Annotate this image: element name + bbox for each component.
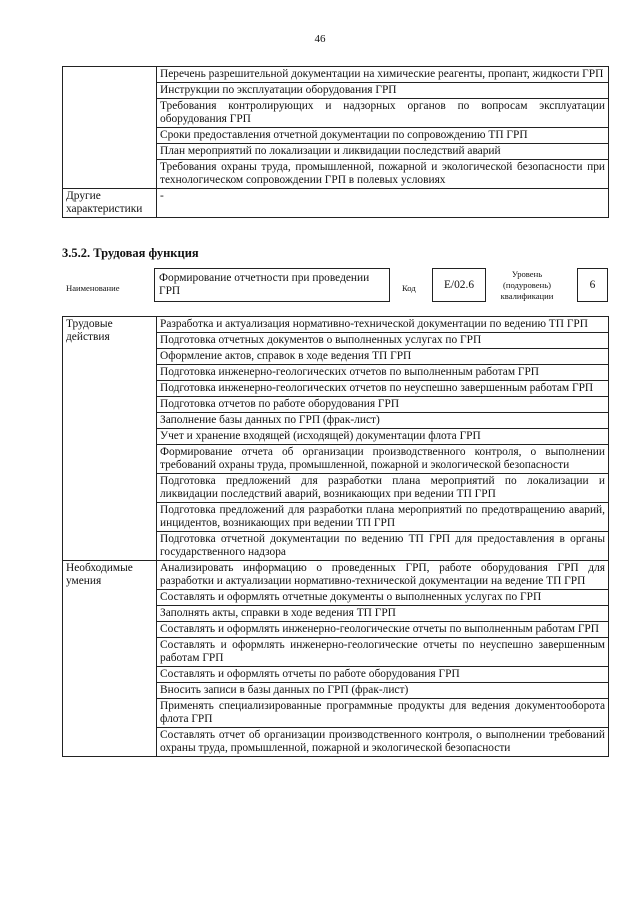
name-value: Формирование отчетности при проведении ГРП: [154, 268, 390, 302]
labor-function-table: [62, 316, 609, 757]
level-value: 6: [577, 268, 608, 302]
required-skill-item: Вносить записи в базы данных по ГРП (фрак-лист): [157, 683, 609, 699]
page-number: 46: [314, 33, 326, 45]
labor-action-item: Подготовка отчетных документов о выполненных услугах по ГРП: [157, 333, 609, 349]
table-cell: -: [157, 189, 609, 218]
labor-function-header: [62, 268, 608, 308]
table-cell: Требования охраны труда, промышленной, пожарной и экологической безопасности при технологическом сопровождении ГРП в полевых условиях: [157, 160, 609, 189]
row-label: Другие характеристики: [63, 189, 157, 218]
labor-action-item: Разработка и актуализация нормативно-технической документации по ведению ТП ГРП: [157, 317, 609, 333]
labor-action-item: Подготовка предложений для разработки плана мероприятий по предотвращению аварий, инцидентов, возникающих при ведении ТП ГРП: [157, 503, 609, 532]
level-label: Уровень (подуровень) квалификации: [500, 269, 554, 301]
table-row: [63, 67, 609, 83]
table-row: [63, 317, 609, 333]
table-cell: Перечень разрешительной документации на химические реагенты, пропант, жидкости ГРП: [157, 67, 609, 83]
required-skill-item: Составлять отчет об организации производственного контроля, о выполнении требований охраны труда, промышленной, пожарной и экологической безопасности: [157, 728, 609, 757]
labor-action-item: Подготовка предложений для разработки плана мероприятий по локализации и ликвидации последствий аварий, возникающих при ведении ТП ГРП: [157, 474, 609, 503]
required-skill-item: Заполнять акты, справки в ходе ведения ТП ГРП: [157, 606, 609, 622]
table-cell: Требования контролирующих и надзорных органов по вопросам эксплуатации оборудования ГРП: [157, 99, 609, 128]
required-skill-item: Составлять и оформлять отчетные документы о выполненных услугах по ГРП: [157, 590, 609, 606]
table-row: [63, 561, 609, 590]
required-skill-item: Составлять и оформлять инженерно-геологические отчеты по неуспешно завершенным работам ГРП: [157, 638, 609, 667]
table-cell: Инструкции по эксплуатации оборудования ГРП: [157, 83, 609, 99]
labor-action-label: Трудовые действия: [63, 317, 157, 561]
required-skill-item: Составлять и оформлять отчеты по работе оборудования ГРП: [157, 667, 609, 683]
code-value: E/02.6: [432, 268, 486, 302]
table-cell: Сроки предоставления отчетной документации по сопровождению ТП ГРП: [157, 128, 609, 144]
labor-action-item: Формирование отчета об организации производственного контроля, о выполнении требований охраны труда, промышленной, пожарной и экологической безопасности: [157, 445, 609, 474]
code-label: Код: [402, 283, 416, 293]
table-row: [63, 189, 609, 218]
required-skill-label: Необходимые умения: [63, 561, 157, 757]
section-heading: 3.5.2. Трудовая функция: [62, 246, 199, 260]
labor-action-item: Учет и хранение входящей (исходящей) документации флота ГРП: [157, 429, 609, 445]
labor-action-item: Подготовка отчетов по работе оборудования ГРП: [157, 397, 609, 413]
required-skill-item: Анализировать информацию о проведенных ГРП, работе оборудования ГРП для разработки и актуализации нормативно-технической документации на ведение ТП ГРП: [157, 561, 609, 590]
name-label: Наименование: [66, 283, 120, 293]
required-skill-item: Составлять и оформлять инженерно-геологические отчеты по выполненным работам ГРП: [157, 622, 609, 638]
table-cell: План мероприятий по локализации и ликвидации последствий аварий: [157, 144, 609, 160]
labor-action-item: Подготовка инженерно-геологических отчетов по неуспешно завершенным работам ГРП: [157, 381, 609, 397]
knowledge-table: [62, 66, 609, 218]
required-skill-item: Применять специализированные программные продукты для ведения документооборота флота ГРП: [157, 699, 609, 728]
row-label: [63, 67, 157, 189]
labor-action-item: Оформление актов, справок в ходе ведения ТП ГРП: [157, 349, 609, 365]
labor-action-item: Подготовка отчетной документации по ведению ТП ГРП для предоставления в органы государственного надзора: [157, 532, 609, 561]
labor-action-item: Подготовка инженерно-геологических отчетов по выполненным работам ГРП: [157, 365, 609, 381]
labor-action-item: Заполнение базы данных по ГРП (фрак-лист): [157, 413, 609, 429]
